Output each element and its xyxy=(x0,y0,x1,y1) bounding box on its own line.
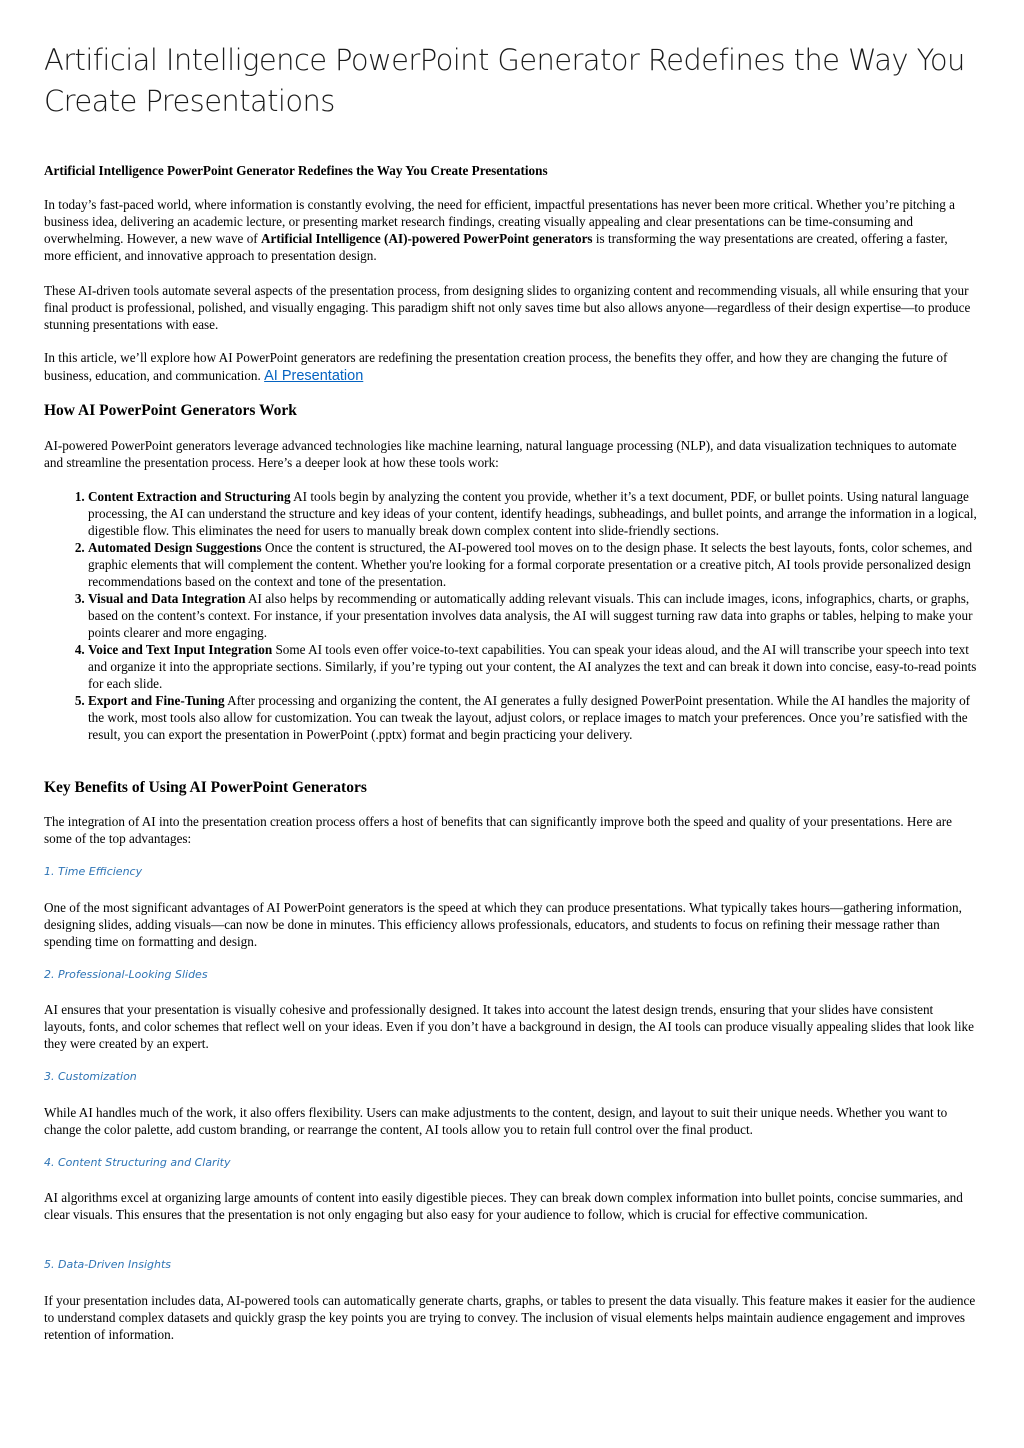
benefit-heading: 3. Customization xyxy=(44,1070,137,1083)
benefit-heading: 2. Professional-Looking Slides xyxy=(44,968,208,981)
step-item xyxy=(88,641,977,692)
step-item xyxy=(88,590,977,641)
page-title: Artificial Intelligence PowerPoint Generator Redefines the Way You Create Presentations xyxy=(44,43,965,118)
section-intro-benefits: The integration of AI into the presentation creation process offers a host of benefits that can significantly improve both the speed and quality of your presentations. Here are some of the top advantages: xyxy=(44,814,952,846)
intro-paragraph-1 xyxy=(44,196,977,264)
article-subtitle: Artificial Intelligence PowerPoint Generator Redefines the Way You Create Presentations xyxy=(44,163,548,178)
benefit-text: AI algorithms excel at organizing large amounts of content into easily digestible pieces. They can break down complex information into bullet points, concise summaries, and clear visuals. This ensures that the presentation is not only engaging but also easy for your audience to follow, which is crucial for effective communication. xyxy=(44,1190,963,1222)
step-item xyxy=(88,539,977,590)
benefit-text: If your presentation includes data, AI-powered tools can automatically generate charts, graphs, or tables to present the data visually. This feature makes it easier for the audience to understand complex datasets and quickly grasp the key points you are trying to convey. The inclusion of visual elements helps maintain audience engagement and improves retention of information. xyxy=(44,1293,976,1342)
intro-paragraph-3 xyxy=(44,349,977,385)
step-item xyxy=(88,692,977,743)
intro-text-start: In today’s fast-paced world, where information is constantly evolving, the need for efficient, impactful presentations has never been more critical. Whether you’re pitching a business idea, delivering an academic lecture, or presenting market research findings, creating visually appealing and clear presentations can be time-consuming and overwhelming. However, a new wave of xyxy=(44,197,955,246)
step-text: Once the content is structured, the AI-powered tool moves on to the design phase. It selects the best layouts, fonts, color schemes, and graphic elements that will complement the content. Whether you're looking for a formal corporate presentation or a creative pitch, AI tools provide personalized design recommendations based on the context and tone of the presentation. xyxy=(88,540,973,589)
steps-list xyxy=(44,488,977,743)
step-title: Voice and Text Input Integration xyxy=(88,642,273,657)
step-title: Export and Fine-Tuning xyxy=(88,693,225,708)
step-item xyxy=(88,488,977,539)
section-heading-benefits: Key Benefits of Using AI PowerPoint Generators xyxy=(44,779,367,796)
benefit-text: AI ensures that your presentation is visually cohesive and professionally designed. It takes into account the latest design trends, ensuring that your slides have consistent layouts, fonts, and color schemes that reflect well on your ideas. Even if you don’t have a background in design, the AI tools can produce visually appealing slides that look like they were created by an expert. xyxy=(44,1002,974,1051)
intro-text-end: is transforming the way presentations are created, offering a faster, more efficient, and innovative approach to presentation design. xyxy=(44,231,948,263)
section-intro-how-it-works: AI-powered PowerPoint generators leverage advanced technologies like machine learning, natural language processing (NLP), and data visualization techniques to automate and streamline the presentation process. Here’s a deeper look at how these tools work: xyxy=(44,438,957,470)
intro-bold-term: Artificial Intelligence (AI)-powered PowerPoint generators xyxy=(261,231,593,246)
benefit-heading: 1. Time Efficiency xyxy=(44,865,143,878)
step-text: AI tools begin by analyzing the content you provide, whether it’s a text document, PDF, or bullet points. Using natural language processing, the AI can understand the structure and key ideas of your content, identify headings, subheadings, and bullet points, and arrange the information in a logical, digestible flow. This eliminates the need for users to manually break down complex content into slide-friendly sections. xyxy=(88,489,977,538)
step-title: Visual and Data Integration xyxy=(88,591,246,606)
step-title: Content Extraction and Structuring xyxy=(88,489,291,504)
intro-paragraph-2: These AI-driven tools automate several aspects of the presentation process, from designing slides to organizing content and recommending visuals, all while ensuring that your final product is professional, polished, and visually engaging. This paradigm shift not only saves time but also allows anyone—regardless of their design expertise—to produce stunning presentations with ease. xyxy=(44,283,971,332)
step-text: After processing and organizing the content, the AI generates a fully designed PowerPoint presentation. While the AI handles the majority of the work, most tools also allow for customization. You can tweak the layout, adjust colors, or replace images to match your preferences. Once you’re satisfied with the result, you can export the presentation in PowerPoint (.pptx) format and begin practicing your delivery. xyxy=(88,693,971,742)
benefit-text: One of the most significant advantages of AI PowerPoint generators is the speed at which they can produce presentations. What typically takes hours—gathering information, designing slides, adding visuals—can now be done in minutes. This efficiency allows professionals, educators, and students to focus on refining their message rather than spending time on formatting and design. xyxy=(44,900,962,949)
intro-p3-text: In this article, we’ll explore how AI PowerPoint generators are redefining the presentation creation process, the benefits they offer, and how they are changing the future of business, education, and communication. xyxy=(44,350,948,383)
benefit-heading: 5. Data-Driven Insights xyxy=(44,1258,172,1271)
benefit-text: While AI handles much of the work, it also offers flexibility. Users can make adjustments to the content, design, and layout to suit their unique needs. Whether you want to change the color palette, add custom branding, or rearrange the content, AI tools allow you to retain full control over the final product. xyxy=(44,1105,948,1137)
step-text: AI also helps by recommending or automatically adding relevant visuals. This can include images, icons, infographics, charts, or graphs, based on the content’s context. For instance, if your presentation involves data analysis, the AI will suggest turning raw data into graphs or tables, helping to make your points clearer and more engaging. xyxy=(88,591,973,640)
step-text: Some AI tools even offer voice-to-text capabilities. You can speak your ideas aloud, and the AI will transcribe your speech into text and organize it into the appropriate sections. Similarly, if you’re typing out your content, the AI analyzes the text and can break it down into concise, easy-to-read points for each slide. xyxy=(88,642,977,691)
step-title: Automated Design Suggestions xyxy=(88,540,262,555)
ai-presentation-link[interactable]: AI Presentation xyxy=(264,368,364,384)
section-heading-how-it-works: How AI PowerPoint Generators Work xyxy=(44,402,297,419)
benefit-heading: 4. Content Structuring and Clarity xyxy=(44,1156,231,1169)
